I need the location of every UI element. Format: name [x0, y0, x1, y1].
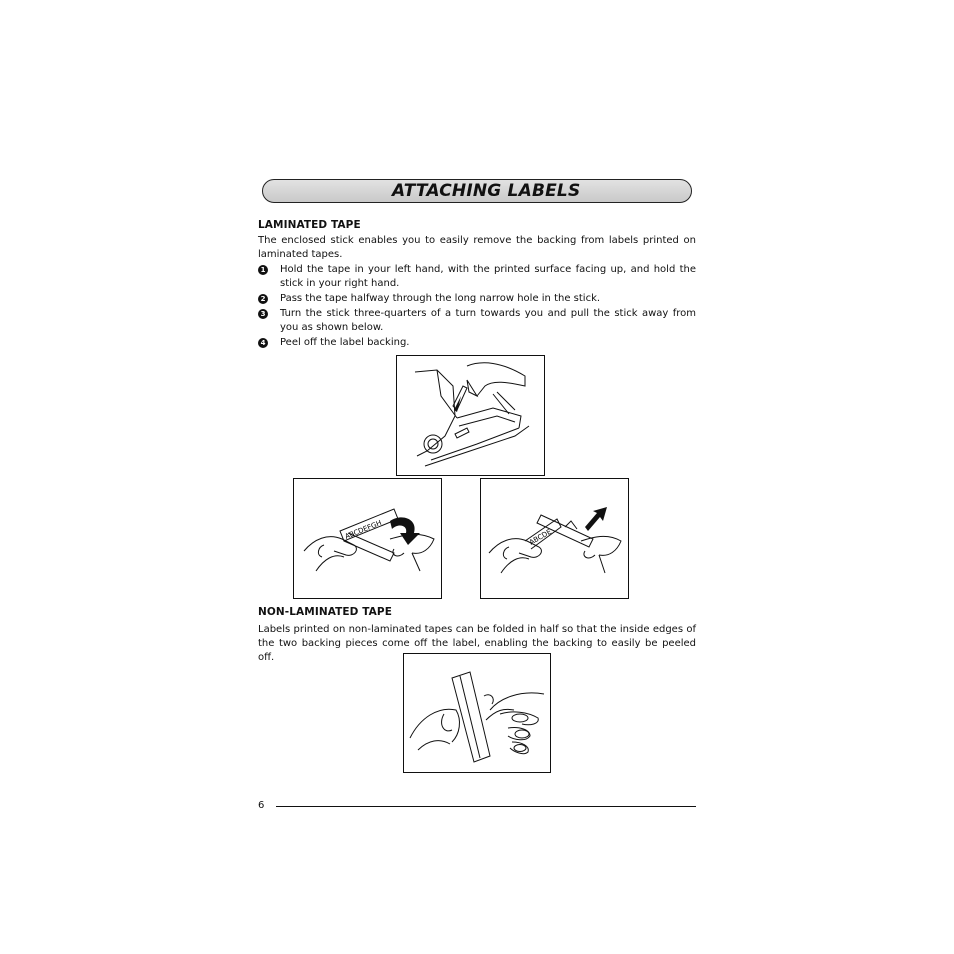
figure-labeler-illustration — [396, 355, 545, 476]
non-laminated-heading: NON-LAMINATED TAPE — [258, 606, 392, 618]
step-2-text: Pass the tape halfway through the long narrow hole in the stick. — [280, 293, 601, 304]
step-4-text: Peel off the label backing. — [280, 337, 410, 348]
labeler-drawing — [397, 356, 544, 475]
step-3-text: Turn the stick three-quarters of a turn towards you and pull the stick away from you as shown below. — [280, 308, 696, 333]
twist-stick-drawing — [294, 479, 441, 598]
figure-fold-label — [403, 653, 551, 773]
step-number-3: 3 — [258, 309, 268, 319]
label-text-abcde: ABCDE — [528, 527, 553, 547]
step-number-4: 4 — [258, 338, 268, 348]
step-1 — [258, 263, 696, 291]
step-2 — [258, 292, 696, 306]
label-text-abcdefgh: ABCDEFGH — [343, 518, 383, 541]
figure-pull-stick — [480, 478, 629, 599]
footer-rule — [276, 806, 696, 807]
non-laminated-text: Labels printed on non-laminated tapes can be folded in half so that the inside edges of the two backing pieces come off the label, enabling the backing to easily be peeled off. — [258, 624, 696, 663]
figure-twist-stick — [293, 478, 442, 599]
page-number: 6 — [258, 800, 265, 811]
step-3 — [258, 307, 696, 335]
step-1-text: Hold the tape in your left hand, with the printed surface facing up, and hold the stick in your right hand. — [280, 264, 696, 289]
page-title: ATTACHING LABELS — [392, 181, 581, 201]
pull-stick-drawing — [481, 479, 628, 598]
laminated-intro: The enclosed stick enables you to easily remove the backing from labels printed on laminated tapes. — [258, 235, 696, 260]
fold-label-drawing — [404, 654, 550, 772]
step-4 — [258, 336, 696, 350]
step-number-2: 2 — [258, 294, 268, 304]
step-number-1: 1 — [258, 265, 268, 275]
laminated-heading: LAMINATED TAPE — [258, 219, 361, 231]
